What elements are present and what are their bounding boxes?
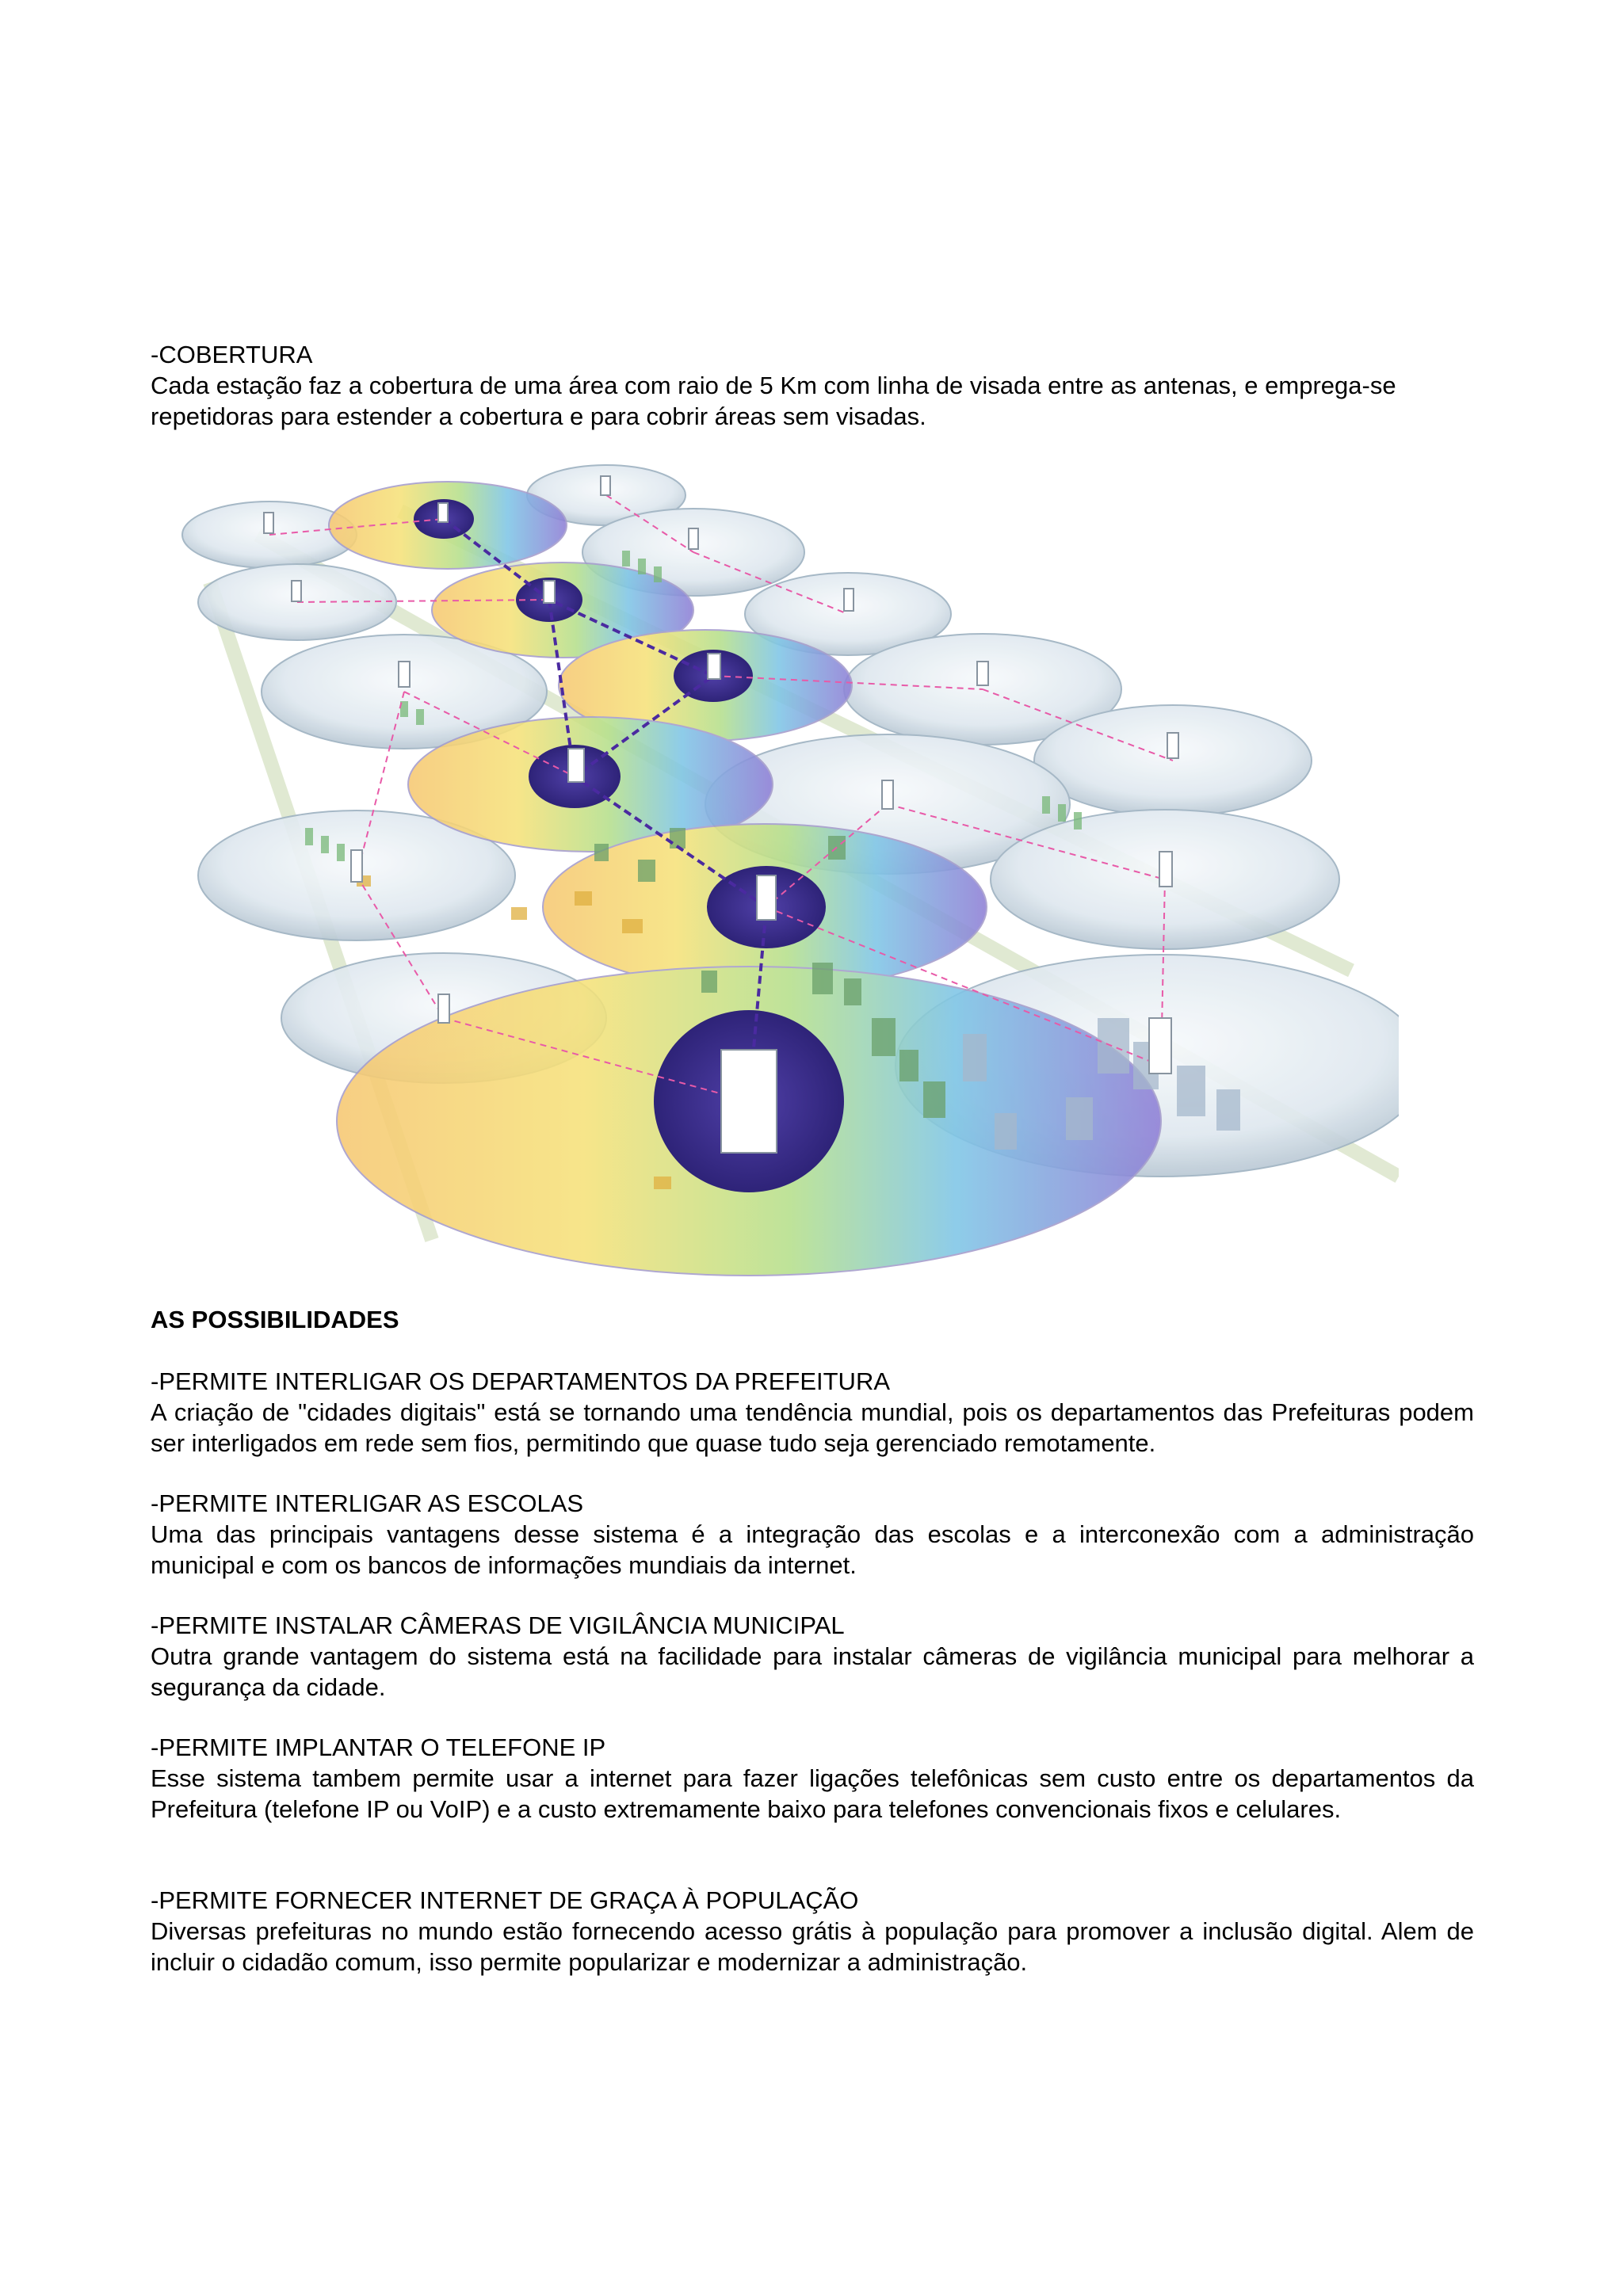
section-cameras bbox=[151, 1610, 1474, 1703]
section-text: Outra grande vantagem do sistema está na facilidade para instalar câmeras de vigilância municipal para melhorar a segurança da cidade. bbox=[151, 1642, 1474, 1701]
section-text: Esse sistema tambem permite usar a internet para fazer ligações telefônicas sem custo entre os departamentos da Prefeitura (telefone IP ou VoIP) e a custo extremamente baixo para telefones convencionais fixos e celulares. bbox=[151, 1764, 1474, 1823]
section-text: Diversas prefeituras no mundo estão fornecendo acesso grátis à população para promover a inclusão digital. Alem de incluir o cidadão comum, isso permite popularizar e modernizar a administração. bbox=[151, 1917, 1474, 1976]
section-title: -PERMITE INSTALAR CÂMERAS DE VIGILÂNCIA MUNICIPAL bbox=[151, 1611, 845, 1639]
section-title: -PERMITE FORNECER INTERNET DE GRAÇA À POPULAÇÃO bbox=[151, 1886, 859, 1914]
section-telefone-ip bbox=[151, 1732, 1474, 1825]
section-title: -PERMITE IMPLANTAR O TELEFONE IP bbox=[151, 1733, 606, 1761]
possibilidades-heading bbox=[151, 1304, 1474, 1335]
section-departamentos bbox=[151, 1366, 1474, 1459]
section-cobertura bbox=[151, 339, 1474, 432]
section-title: -PERMITE INTERLIGAR OS DEPARTAMENTOS DA PREFEITURA bbox=[151, 1367, 891, 1395]
section-text: A criação de "cidades digitais" está se tornando uma tendência mundial, pois os departamentos das Prefeituras podem ser interligados em rede sem fios, permitindo que quase tudo seja gerenciado remotamente. bbox=[151, 1398, 1474, 1457]
wireless-coverage-illustration bbox=[162, 463, 1399, 1280]
section-escolas bbox=[151, 1488, 1474, 1581]
section-text: Uma das principais vantagens desse sistema é a integração das escolas e a interconexão com a administração municipal e com os bancos de informações mundiais da internet. bbox=[151, 1520, 1474, 1579]
section-title: -PERMITE INTERLIGAR AS ESCOLAS bbox=[151, 1489, 584, 1517]
section-internet-gratis bbox=[151, 1885, 1474, 1978]
heading-text: AS POSSIBILIDADES bbox=[151, 1306, 399, 1333]
section-title: -COBERTURA bbox=[151, 341, 313, 368]
section-text: Cada estação faz a cobertura de uma área com raio de 5 Km com linha de visada entre as antenas, e emprega-se repetidoras para estender a cobertura e para cobrir áreas sem visadas. bbox=[151, 372, 1396, 430]
